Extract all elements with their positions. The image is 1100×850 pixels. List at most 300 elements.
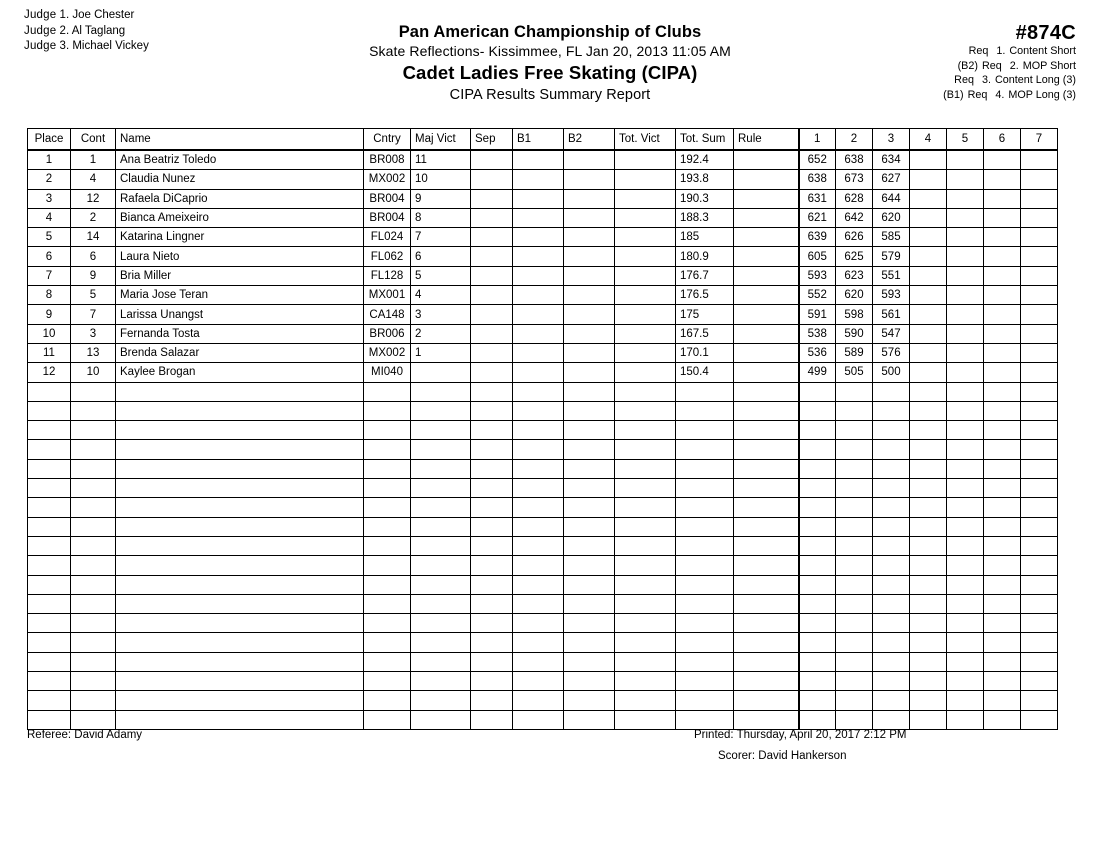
cell-j1 [799,614,836,633]
cell-maj-vict: 6 [411,247,471,266]
table-row-empty[interactable] [28,672,1058,691]
requirement-word: Req [968,45,989,57]
cell-name [116,614,364,633]
cell-j2: 626 [836,228,873,247]
cell-j1 [799,498,836,517]
cell-j7 [1021,479,1058,498]
cell-name [116,710,364,729]
cell-j5 [947,517,984,536]
cell-j5 [947,440,984,459]
cell-j4 [910,691,947,710]
table-row[interactable] [28,305,1058,324]
cell-cntry [364,710,411,729]
cell-b2 [564,691,615,710]
cell-j2 [836,556,873,575]
cell-tot-sum [676,479,734,498]
cell-maj-vict [411,652,471,671]
cell-tot-sum: 192.4 [676,150,734,170]
table-row[interactable] [28,343,1058,362]
cell-rule [734,556,799,575]
cell-j2 [836,382,873,401]
cell-j2: 590 [836,324,873,343]
cell-name: Bianca Ameixeiro [116,208,364,227]
cell-tot-sum [676,556,734,575]
cell-name: Ana Beatriz Toledo [116,150,364,170]
cell-sep [471,228,513,247]
cell-cntry: FL024 [364,228,411,247]
cell-name: Bria Miller [116,266,364,285]
cell-b2 [564,170,615,189]
cell-tot-sum: 193.8 [676,170,734,189]
cell-j3 [873,498,910,517]
cell-j4 [910,633,947,652]
table-row-empty[interactable] [28,440,1058,459]
cell-maj-vict [411,575,471,594]
cell-j4 [910,536,947,555]
cell-cont: 9 [71,266,116,285]
column-header-tot-vict[interactable]: Tot. Vict [615,129,676,151]
cell-sep [471,170,513,189]
cell-b1 [513,343,564,362]
requirement-number: 3. [981,74,991,87]
cell-j6 [984,691,1021,710]
cell-j3: 500 [873,363,910,382]
cell-cont [71,575,116,594]
cell-cont [71,382,116,401]
event-number: #874C [1015,22,1076,44]
judge-name: Michael Vickey [72,40,149,52]
cell-j3 [873,517,910,536]
cell-sep [471,517,513,536]
cell-place: 3 [28,189,71,208]
cell-name [116,479,364,498]
column-header-place[interactable]: Place [28,129,71,151]
requirement-name: Content Long (3) [994,74,1076,87]
cell-j5 [947,614,984,633]
cell-b1 [513,691,564,710]
column-header-maj-vict[interactable]: Maj Vict [411,129,471,151]
table-row-empty[interactable] [28,498,1058,517]
cell-cont: 2 [71,208,116,227]
cell-j7 [1021,266,1058,285]
cell-rule [734,594,799,613]
table-row[interactable] [28,189,1058,208]
cell-rule [734,421,799,440]
cell-tot-vict [615,652,676,671]
cell-b1 [513,672,564,691]
cell-maj-vict: 7 [411,228,471,247]
cell-b2 [564,575,615,594]
scorer-line: Scorer: David Hankerson [718,750,847,762]
cell-b2 [564,189,615,208]
table-row[interactable] [28,363,1058,382]
cell-j1: 631 [799,189,836,208]
cell-rule [734,710,799,729]
cell-b1 [513,479,564,498]
cell-place [28,517,71,536]
cell-j2 [836,691,873,710]
cell-cont: 10 [71,363,116,382]
column-header-cont[interactable]: Cont [71,129,116,151]
cell-j5 [947,189,984,208]
table-row[interactable] [28,228,1058,247]
cell-place [28,479,71,498]
cell-cont: 13 [71,343,116,362]
table-row-empty[interactable] [28,382,1058,401]
cell-j1 [799,710,836,729]
cell-j7 [1021,189,1058,208]
cell-cont [71,633,116,652]
cell-cntry: BR004 [364,208,411,227]
table-row-empty[interactable] [28,633,1058,652]
cell-sep [471,459,513,478]
cell-cont [71,691,116,710]
cell-name [116,382,364,401]
table-row-empty[interactable] [28,594,1058,613]
cell-place: 12 [28,363,71,382]
cell-cntry: BR008 [364,150,411,170]
judge-line [24,39,149,55]
cell-cntry [364,517,411,536]
cell-cntry [364,691,411,710]
cell-cont: 4 [71,170,116,189]
cell-b2 [564,440,615,459]
cell-j6 [984,517,1021,536]
cell-j4 [910,228,947,247]
cell-j2 [836,498,873,517]
column-header-3[interactable]: 3 [873,129,910,151]
cell-j3 [873,652,910,671]
cell-j1 [799,479,836,498]
cell-b1 [513,382,564,401]
cell-sep [471,691,513,710]
table-row[interactable] [28,247,1058,266]
table-row-empty[interactable] [28,479,1058,498]
cell-tot-sum [676,382,734,401]
table-row-empty[interactable] [28,575,1058,594]
cell-j6 [984,536,1021,555]
cell-j5 [947,498,984,517]
requirement-row [924,44,1076,59]
cell-b1 [513,305,564,324]
cell-maj-vict [411,536,471,555]
cell-tot-vict [615,710,676,729]
cell-sep [471,150,513,170]
cell-j5 [947,324,984,343]
cell-sep [471,633,513,652]
cell-j1: 591 [799,305,836,324]
cell-tot-sum [676,440,734,459]
cell-maj-vict: 3 [411,305,471,324]
requirement-number: 2. [1009,59,1019,72]
cell-b2 [564,401,615,420]
cell-j2: 620 [836,286,873,305]
table-row-empty[interactable] [28,614,1058,633]
cell-tot-sum: 180.9 [676,247,734,266]
table-row-empty[interactable] [28,421,1058,440]
cell-tot-vict [615,228,676,247]
cell-name: Laura Nieto [116,247,364,266]
cell-tot-sum [676,536,734,555]
cell-j1 [799,459,836,478]
cell-j1 [799,633,836,652]
table-row-empty[interactable] [28,710,1058,729]
table-row-empty[interactable] [28,401,1058,420]
cell-tot-sum [676,498,734,517]
cell-cont: 1 [71,150,116,170]
cell-b1 [513,652,564,671]
cell-rule [734,652,799,671]
cell-j5 [947,575,984,594]
cell-tot-vict [615,421,676,440]
cell-cntry [364,652,411,671]
cell-j3 [873,672,910,691]
column-header-1[interactable]: 1 [799,129,836,151]
cell-b1 [513,421,564,440]
cell-j1 [799,691,836,710]
cell-place [28,614,71,633]
cell-j2: 642 [836,208,873,227]
judge-number: 1. [59,9,70,21]
column-header-sep[interactable]: Sep [471,129,513,151]
cell-tot-vict [615,401,676,420]
cell-j6 [984,498,1021,517]
cell-j3 [873,536,910,555]
cell-rule [734,286,799,305]
cell-cont [71,517,116,536]
cell-place [28,498,71,517]
table-row[interactable] [28,266,1058,285]
cell-b2 [564,363,615,382]
cell-name [116,652,364,671]
cell-rule [734,614,799,633]
cell-name [116,594,364,613]
cell-place: 7 [28,266,71,285]
column-header-6[interactable]: 6 [984,129,1021,151]
cell-j3 [873,575,910,594]
cell-b1 [513,286,564,305]
cell-cont [71,401,116,420]
cell-maj-vict [411,479,471,498]
column-header-rule[interactable]: Rule [734,129,799,151]
cell-j4 [910,652,947,671]
cell-j5 [947,672,984,691]
cell-place [28,440,71,459]
cell-cntry: FL128 [364,266,411,285]
cell-cntry: BR004 [364,189,411,208]
cell-name [116,517,364,536]
cell-b1 [513,556,564,575]
cell-place [28,459,71,478]
cell-b1 [513,228,564,247]
cell-name: Kaylee Brogan [116,363,364,382]
cell-j1: 552 [799,286,836,305]
cell-j4 [910,710,947,729]
cell-b1 [513,170,564,189]
cell-j5 [947,343,984,362]
cell-place: 8 [28,286,71,305]
cell-maj-vict: 5 [411,266,471,285]
column-header-name[interactable]: Name [116,129,364,151]
table-row-empty[interactable] [28,691,1058,710]
cell-tot-vict [615,189,676,208]
cell-b1 [513,459,564,478]
cell-j2: 598 [836,305,873,324]
cell-b2 [564,498,615,517]
cell-tot-sum: 170.1 [676,343,734,362]
cell-tot-vict [615,614,676,633]
cell-b2 [564,710,615,729]
cell-rule [734,479,799,498]
cell-j7 [1021,343,1058,362]
venue-datetime: Skate Reflections- Kissimmee, FL Jan 20, 2013 11:05 AM [369,43,731,59]
cell-place [28,594,71,613]
cell-b1 [513,189,564,208]
cell-b2 [564,343,615,362]
cell-place [28,575,71,594]
cell-j5 [947,459,984,478]
table-row-empty[interactable] [28,517,1058,536]
cell-tot-sum [676,710,734,729]
cell-tot-sum: 190.3 [676,189,734,208]
column-header-2[interactable]: 2 [836,129,873,151]
cell-j6 [984,440,1021,459]
cell-name [116,536,364,555]
cell-place [28,691,71,710]
cell-j6 [984,208,1021,227]
requirement-bonus: (B2) [957,59,978,72]
cell-name [116,575,364,594]
table-row-empty[interactable] [28,652,1058,671]
cell-j5 [947,286,984,305]
judge-line [24,8,149,24]
cell-sep [471,536,513,555]
cell-cont [71,710,116,729]
cell-tot-sum [676,614,734,633]
cell-tot-vict [615,170,676,189]
column-header-b2[interactable]: B2 [564,129,615,151]
cell-tot-sum: 176.5 [676,286,734,305]
cell-j3: 576 [873,343,910,362]
table-row-empty[interactable] [28,459,1058,478]
cell-cntry: FL062 [364,247,411,266]
cell-name: Katarina Lingner [116,228,364,247]
cell-place [28,556,71,575]
cell-j4 [910,517,947,536]
event-title: Pan American Championship of Clubs [398,23,702,41]
judge-line [24,24,149,40]
cell-j1: 639 [799,228,836,247]
cell-j1: 499 [799,363,836,382]
cell-rule [734,401,799,420]
cell-j2: 638 [836,150,873,170]
cell-j4 [910,324,947,343]
judge-number: 3. [59,40,70,52]
cell-rule [734,672,799,691]
cell-j2: 623 [836,266,873,285]
cell-tot-vict [615,459,676,478]
requirement-word: Req [967,88,988,101]
cell-sep [471,324,513,343]
cell-name [116,498,364,517]
column-header-tot-sum[interactable]: Tot. Sum [676,129,734,151]
cell-sep [471,286,513,305]
cell-j7 [1021,401,1058,420]
column-header-cntry[interactable]: Cntry [364,129,411,151]
column-header-5[interactable]: 5 [947,129,984,151]
cell-j6 [984,459,1021,478]
cell-b2 [564,672,615,691]
column-header-7[interactable]: 7 [1021,129,1058,151]
table-row-empty[interactable] [28,536,1058,555]
cell-place: 9 [28,305,71,324]
cell-place [28,710,71,729]
cell-j3: 634 [873,150,910,170]
cell-sep [471,382,513,401]
cell-name: Fernanda Tosta [116,324,364,343]
cell-cntry: MX002 [364,343,411,362]
cell-j6 [984,556,1021,575]
column-header-4[interactable]: 4 [910,129,947,151]
cell-j2 [836,633,873,652]
table-row-empty[interactable] [28,556,1058,575]
cell-j5 [947,652,984,671]
cell-j7 [1021,247,1058,266]
cell-j6 [984,363,1021,382]
cell-j4 [910,479,947,498]
cell-place: 10 [28,324,71,343]
table-row[interactable] [28,286,1058,305]
judges-panel [24,8,149,55]
table-row[interactable] [28,170,1058,189]
column-header-b1[interactable]: B1 [513,129,564,151]
cell-cntry: BR006 [364,324,411,343]
cell-j7 [1021,228,1058,247]
cell-b1 [513,401,564,420]
requirement-name: Content Short [1009,45,1076,57]
cell-j6 [984,594,1021,613]
cell-tot-vict [615,672,676,691]
cell-cntry [364,633,411,652]
cell-tot-vict [615,382,676,401]
cell-j3 [873,479,910,498]
cell-tot-vict [615,691,676,710]
cell-maj-vict [411,633,471,652]
cell-j7 [1021,286,1058,305]
cell-sep [471,594,513,613]
cell-sep [471,556,513,575]
cell-j2 [836,517,873,536]
judge-name: Al Taglang [71,24,126,37]
cell-cont [71,652,116,671]
cell-maj-vict [411,401,471,420]
cell-j3: 547 [873,324,910,343]
cell-tot-vict [615,208,676,227]
cell-place [28,633,71,652]
cell-tot-sum: 176.7 [676,266,734,285]
cell-sep [471,401,513,420]
cell-j6 [984,575,1021,594]
cell-sep [471,614,513,633]
table-row[interactable] [28,150,1058,170]
cell-j6 [984,614,1021,633]
cell-j4 [910,401,947,420]
table-row[interactable] [28,208,1058,227]
table-row[interactable] [28,324,1058,343]
cell-j7 [1021,614,1058,633]
cell-j7 [1021,150,1058,170]
cell-cntry [364,556,411,575]
